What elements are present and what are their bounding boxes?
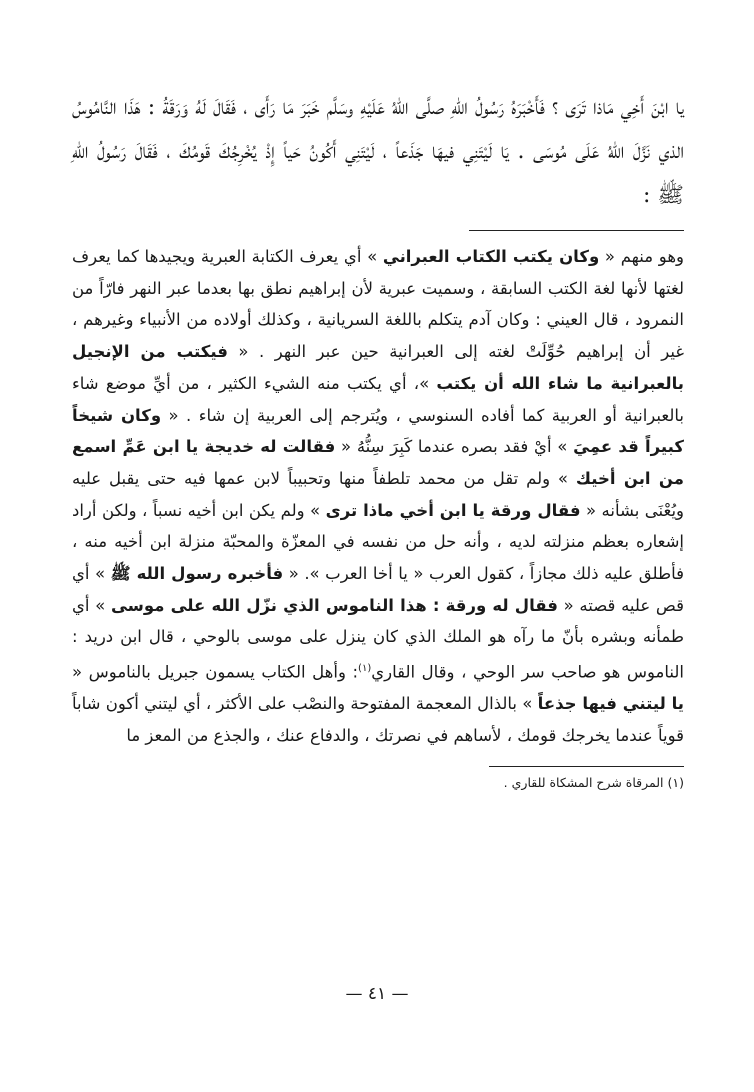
commentary-segment: » أي قص عليه قصته « (72, 564, 684, 615)
page-body (72, 86, 684, 793)
commentary-segment: » بالذال المعجمة المفتوحة والنصْب على الأكثر ، أي ليتني أكون شاباً قوياً عندما يخرجك قومك ، لأساهم في نصرتك ، والدفاع عنك ، والجذع من المعز ما (72, 694, 684, 746)
quoted-hadith-fragment: فقال له ورقة : هذا الناموس الذي نزّل الله على موسى (110, 595, 558, 615)
commentary-text (72, 241, 684, 752)
page-number: — ٤١ — (345, 984, 409, 1004)
commentary-segment: وهو منهم « (599, 247, 684, 266)
quoted-hadith-fragment: فيكتب من الإنجيل بالعبرانية ما شاء الله أن يكتب (72, 342, 684, 393)
quoted-hadith-fragment: فأخبره رسول الله ﷺ (110, 564, 284, 584)
commentary-segment: » ولم يكن ابن أخيه نسباً ، ولكن أراد إشعاره بعظم منزلته لديه ، وأنه حل من نفسه في المعزّة والمحبّة منزلة ابن أخيه منه ، فأطلق عليه ذلك مجازاً ، كقول العرب « يا أخا العرب ». « (72, 500, 684, 584)
commentary-segment: : وأهل الكتاب يسمون جبريل بالناموس « (72, 662, 359, 682)
hadith-separator (469, 230, 684, 231)
commentary-segment: » ولم تقل من محمد تلطفاً منها وتحبيباً لابن عمها فيه حتى يقبل عليه ويُعْنَى بشأنه « (72, 468, 685, 520)
commentary-segment: » أي طمأنه وبشره بأنّ ما رآه هو الملك الذي كان ينزل على موسى بالوحي ، قال ابن دريد : الناموس هو صاحب سر الوحي ، وقال القاري (72, 595, 684, 682)
footnote: (١) المرقاة شرح المشكاة للقاري . (503, 774, 684, 790)
footnote-marker: (١) (358, 663, 372, 675)
commentary-segment: » أيْ فقد بصره عندما كَبِرَ سِنُّهُ « (335, 437, 574, 457)
hadith-text: يا ابْنَ أَخِي مَاذا تَرَى ؟ فَأَخْبَرَهُ رَسُولُ اللهِ صلَّى اللهُ عَلَيْهِ وسَلَّم خَبَرَ مَا رَأَى ، فَقَالَ لَهُ وَرَقَةُ : هَذَا النَّامُوسُ الذي نَزَّلَ اللهُ عَلَى مُوسَى . يَا لَيْتَنِي فيهَا جَذَعاً ، لَيْتَنِي أَكُونُ حَياً إِذْ يُخْرِجُكَ قَومُكَ ، فَقَالَ رَسُولُ اللهِ ﷺ : (72, 95, 684, 208)
quoted-hadith-fragment: فقال ورقة يا ابن أخي ماذا ترى (325, 500, 581, 520)
quoted-hadith-fragment: يا ليتني فيها جذعاً (537, 694, 684, 714)
commentary-segment: »، أي يكتب منه الشيء الكثير ، من أيِّ موضع شاء بالعبرانية أو العربية كما أفاده السنوسي ، ويُترجم إلى العربية إن شاء . « (72, 373, 684, 425)
quoted-hadith-fragment: وكان شيخاً كبيراً قد عمِيَ (72, 405, 684, 457)
quoted-hadith-fragment: وكان يكتب الكتاب العبراني (382, 247, 600, 266)
footnote-separator (489, 766, 684, 767)
commentary-segment: » أي يعرف الكتابة العبرية ويجيدها كما يعرف لغتها لأنها لغة الكتب السابقة ، وسميت عبرية لأن إبراهيم نطق بها بعدما عبر النهر فارّاً من النمرود ، قال العيني : وكان آدم يتكلم باللغة السريانية ، وكذلك أولاده من الأنبياء وغيرهم ، غير أن إبراهيم حُوِّلَتْ لغته إلى العبرانية حين عبر النهر . « (72, 247, 684, 362)
quoted-hadith-fragment: فقالت له خديجة يا ابن عَمِّ اسمع من ابن أخيك (72, 437, 684, 488)
